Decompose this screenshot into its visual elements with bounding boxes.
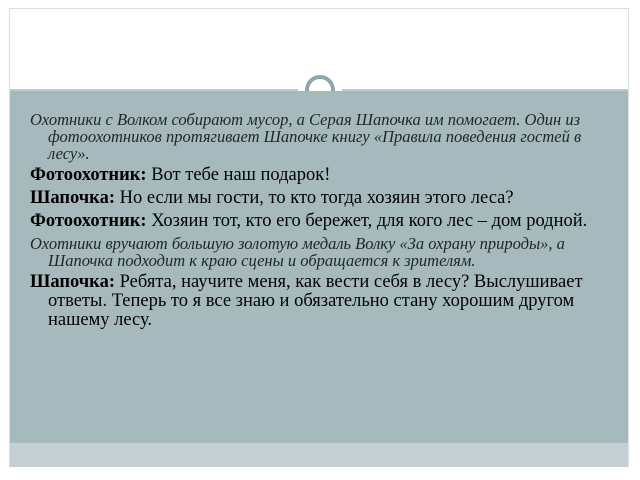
speaker-name: Шапочка: [30,272,115,292]
speaker-name: Фотоохотник: [30,211,147,231]
stage-direction [30,111,616,162]
stage-direction-text: Охотники с Волком собирают мусор, а Серая Шапочка им помогает. Один из фотоохотников протягивает Шапочке книгу «Правила поведения гостей в лесу». [30,110,582,163]
dialogue-text: Но если мы гости, то кто тогда хозяин этого леса? [114,188,514,208]
speaker-name: Фотоохотник: [30,165,147,185]
dialogue-line [30,189,616,208]
dialogue-line [30,166,616,185]
speaker-name: Шапочка: [30,188,115,208]
dialogue-text: Ребята, научите меня, как вести себя в лесу? Выслушивает ответы. Теперь то я все знаю и обязательно стану хорошим другом нашему лесу. [48,272,583,330]
dialogue-text: Хозяин тот, кто его бережет, для кого лес – дом родной. [146,211,588,231]
content-area [10,91,628,443]
dialogue-line [30,212,616,231]
stage-direction [30,235,616,269]
dialogue-line [30,273,616,330]
dialogue-text: Вот тебе наш подарок! [146,165,331,185]
stage-direction-text: Охотники вручают большую золотую медаль Волку «За охрану природы», а Шапочка подходит к краю сцены и обращается к зрителям. [30,234,565,270]
footer-band [10,443,628,467]
